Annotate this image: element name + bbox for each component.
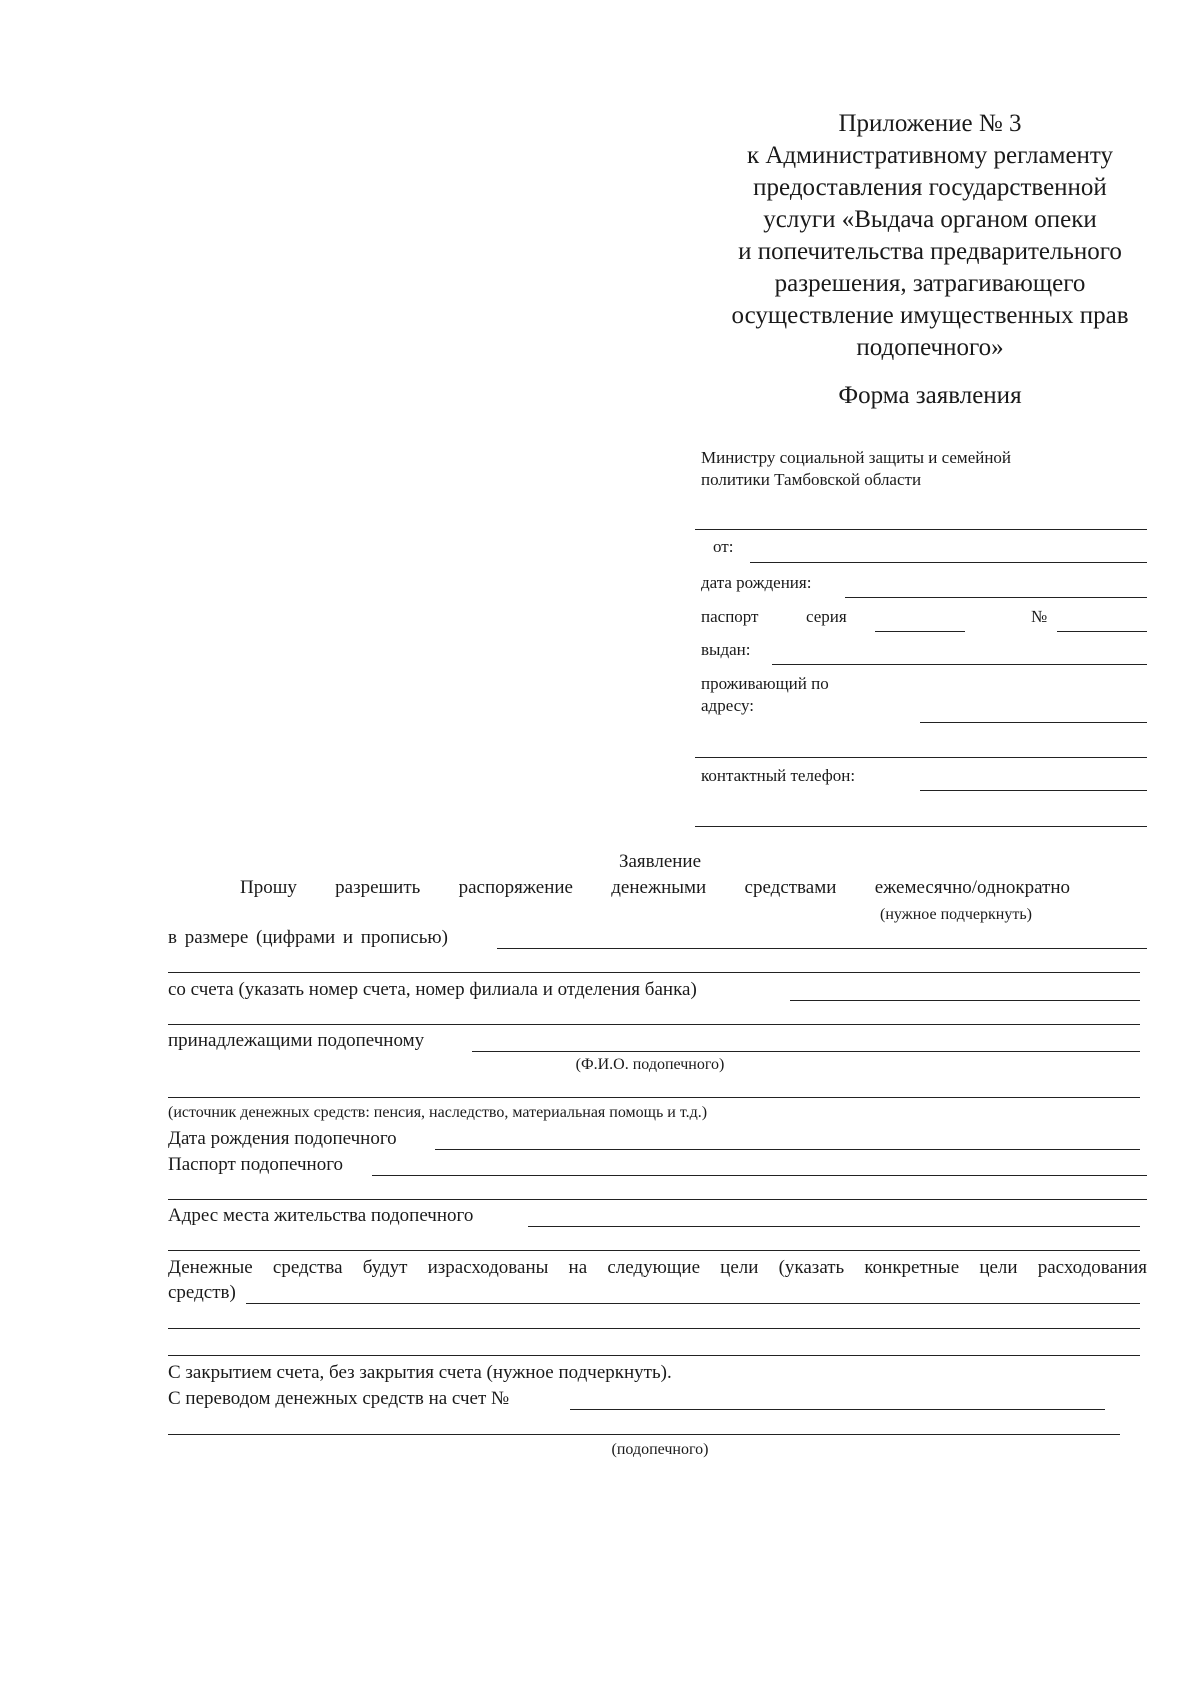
ward-address-field[interactable] bbox=[528, 1226, 1140, 1227]
passport-series-field[interactable] bbox=[875, 631, 965, 632]
ward-address-label: Адрес места жительства подопечного bbox=[168, 1205, 474, 1226]
passport-number-field[interactable] bbox=[1057, 631, 1147, 632]
number-label: № bbox=[1031, 607, 1048, 626]
phone-field[interactable] bbox=[920, 790, 1147, 791]
birth-date-field[interactable] bbox=[845, 597, 1147, 598]
residing-label-address: адресу: bbox=[701, 696, 754, 715]
ward-address-field-continued[interactable] bbox=[168, 1250, 1140, 1251]
transfer-account-field-continued[interactable] bbox=[168, 1434, 1120, 1435]
source-note: (источник денежных средств: пенсия, наследство, материальная помощь и т.д.) bbox=[168, 1104, 708, 1121]
address-field[interactable] bbox=[920, 722, 1147, 723]
ward-passport-field[interactable] bbox=[372, 1175, 1147, 1176]
funds-source-field[interactable] bbox=[168, 1097, 1140, 1098]
annex-header bbox=[680, 108, 1180, 364]
phone-field-continued[interactable] bbox=[695, 826, 1147, 827]
annex-line: услуги «Выдача органом опеки bbox=[763, 206, 1097, 233]
annex-line: осуществление имущественных прав bbox=[731, 302, 1129, 329]
issued-label: выдан: bbox=[701, 640, 751, 659]
annex-line: и попечительства предварительного bbox=[738, 238, 1122, 265]
closing-line: С закрытием счета, без закрытия счета (нужное подчеркнуть). bbox=[168, 1362, 672, 1383]
form-title: Форма заявления bbox=[838, 382, 1022, 409]
annex-line: подопечного» bbox=[856, 334, 1004, 361]
ward-birth-label: Дата рождения подопечного bbox=[168, 1128, 397, 1149]
from-field[interactable] bbox=[750, 562, 1147, 563]
statement-heading: Заявление bbox=[618, 851, 702, 872]
birth-date-label: дата рождения: bbox=[701, 573, 812, 592]
passport-label: паспорт bbox=[701, 607, 759, 626]
underline-note: (нужное подчеркнуть) bbox=[880, 906, 1032, 923]
ward-note: (подопечного) bbox=[611, 1441, 709, 1458]
ward-passport-field-continued[interactable] bbox=[168, 1199, 1147, 1200]
annex-line: к Административному регламенту bbox=[746, 142, 1114, 169]
account-label: со счета (указать номер счета, номер филиала и отделения банка) bbox=[168, 979, 697, 1000]
purpose-field[interactable] bbox=[246, 1303, 1140, 1304]
transfer-label: С переводом денежных средств на счет № bbox=[168, 1388, 510, 1409]
belonging-label: принадлежащими подопечному bbox=[168, 1030, 425, 1051]
transfer-account-field[interactable] bbox=[570, 1409, 1105, 1410]
amount-field-continued[interactable] bbox=[168, 972, 1140, 973]
purpose-line-2: средств) bbox=[168, 1282, 236, 1303]
account-field[interactable] bbox=[790, 1000, 1140, 1001]
addressee-line-2: политики Тамбовской области bbox=[701, 470, 922, 489]
amount-label: в размере (цифрами и прописью) bbox=[168, 927, 448, 948]
annex-line: разрешения, затрагивающего bbox=[774, 270, 1086, 297]
purpose-field-continued[interactable] bbox=[168, 1328, 1140, 1329]
account-field-continued[interactable] bbox=[168, 1024, 1140, 1025]
series-label: серия bbox=[806, 607, 847, 626]
annex-line: предоставления государственной bbox=[753, 174, 1107, 201]
ward-name-field[interactable] bbox=[472, 1051, 1140, 1052]
purpose-field-continued-2[interactable] bbox=[168, 1355, 1140, 1356]
purpose-line-1: Денежные средства будут израсходованы на следующие цели (указать конкретные цели расходования bbox=[168, 1257, 1147, 1278]
request-line: Прошу разрешить распоряжение денежными средствами ежемесячно/однократно bbox=[240, 877, 1070, 898]
addressee-blank-line[interactable] bbox=[695, 529, 1147, 530]
fio-note: (Ф.И.О. подопечного) bbox=[575, 1056, 725, 1073]
ward-passport-label: Паспорт подопечного bbox=[168, 1154, 344, 1175]
residing-label: проживающий по bbox=[701, 674, 829, 693]
from-label: от: bbox=[713, 537, 734, 556]
ward-birth-field[interactable] bbox=[435, 1149, 1140, 1150]
amount-field[interactable] bbox=[497, 948, 1147, 949]
annex-line: Приложение № 3 bbox=[838, 110, 1022, 137]
phone-label: контактный телефон: bbox=[701, 766, 856, 785]
addressee-line-1: Министру социальной защиты и семейной bbox=[701, 448, 1012, 467]
issued-field[interactable] bbox=[772, 664, 1147, 665]
address-field-continued[interactable] bbox=[695, 757, 1147, 758]
